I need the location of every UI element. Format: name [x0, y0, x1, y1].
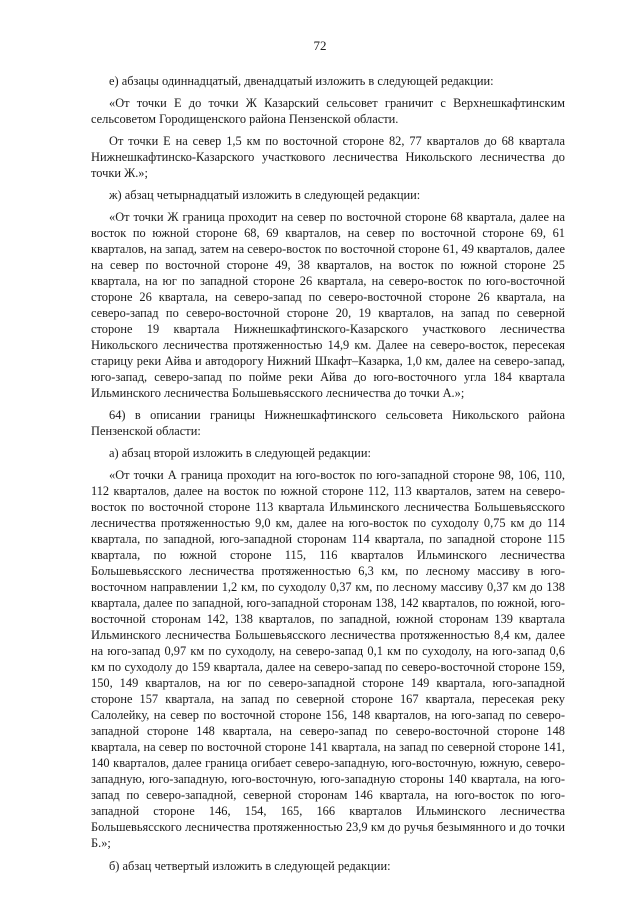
paragraph-amend-a: а) абзац второй изложить в следующей редакции:: [109, 446, 371, 460]
document-body: [91, 73, 565, 881]
page-number: 72: [313, 38, 327, 53]
paragraph-quote-a: «От точки А граница проходит на юго-восток по юго-западной стороне 98, 106, 110, 112 кварталов, далее на восток по южной стороне 112, 113 кварталов, затем на северо-восток по восточной стороне 113 квартала Ильминского лесничества Большевьясского лесничества протяженностью 9,0 км, далее на юго-восток по суходолу 0,75 км до 114 квартала, по западной, юго-западной сторонам 114 квартала, по западной стороне 115 квартала, по южной стороне 115, 116 кварталов Ильминского лесничества Большевьясского лесничества протяженностью 6,3 км, по лесному массиву в юго-восточном направлении 1,2 км, по суходолу 0,37 км, по лесному массиву 0,37 км до 138 квартала, далее по западной, юго-западной сторонам 138, 142 кварталов, по южной, юго-восточной сторонам 142, 138 кварталов, по западной, южной сторонам 139 квартала Ильминского лесничества Большевьясского лесничества протяженностью 8,4 км, далее на юго-запад 0,97 км по суходолу, на северо-запад 0,1 км по суходолу, на юго-запад 0,6 км по суходолу до 159 квартала, далее на северо-запад по северо-восточной стороне 159, 150, 149 кварталов, на юг по северо-западной стороне 149 квартала, юго-западной стороне 157 квартала, на запад по северной стороне 167 квартала, пересекая реку Салолейку, на север по восточной стороне 156, 148 кварталов, на юго-запад по северо-западной стороне 148 квартала, на северо-запад по северо-восточной стороне 148 квартала, на север по восточной стороне 141 квартала, на запад по северной стороне 141, 140 кварталов, далее граница огибает северо-западную, юго-восточную, южную, северо-западную, юго-западную, юго-восточную, юго-западную стороны 140 квартала, на юго-запад по северо-западной, северной сторонам 146 квартала, на юго-восток по юго-западной стороне 146, 154, 165, 166 кварталов Ильминского лесничества Большевьясского лесничества протяженностью 23,9 км до ручья безымянного и до точки Б.»;: [91, 468, 565, 850]
paragraph-amend-zh: ж) абзац четырнадцатый изложить в следующей редакции:: [109, 188, 421, 202]
paragraph-quote-e-2: От точки Е на север 1,5 км по восточной стороне 82, 77 кварталов до 68 квартала Нижнешкафтинско-Казарского участкового лесничества Никольского лесничества до точки Ж.»;: [91, 134, 565, 180]
paragraph-quote-e-1: «От точки Е до точки Ж Казарский сельсовет граничит с Верхнешкафтинским сельсоветом Городищенского района Пензенской области.: [91, 96, 565, 126]
paragraph-amend-e: е) абзацы одиннадцатый, двенадцатый изложить в следующей редакции:: [109, 74, 494, 88]
paragraph-quote-zh: «От точки Ж граница проходит на север по восточной стороне 68 квартала, далее на восток по южной стороне 68, 69 кварталов, на север по восточной стороне 69, 61 кварталов, на запад, затем на северо-восток по восточной стороне 61, 49 кварталов, далее на север по восточной стороне 49, 38 кварталов, на восток по южной стороне 25 квартала, на юг по западной стороне 26 квартала, на северо-восток по юго-восточной стороне 26 квартала, на северо-запад по северо-восточной стороне 26 квартала, на северо-запад по северо-восточной стороне 20, 19 кварталов, на запад по северной стороне 19 квартала Нижнешкафтинского-Казарского участкового лесничества Никольского лесничества протяженностью 14,9 км. Далее на северо-восток, пересекая старицу реки Айва и автодорогу Нижний Шкафт–Казарка, 1,0 км, далее на северо-запад, юго-запад, северо-запад по пойме реки Айва до юго-восточного угла 184 квартала Ильминского лесничества Большевьясского лесничества до точки А.»;: [91, 210, 565, 400]
paragraph-item-64: 64) в описании границы Нижнешкафтинского сельсовета Никольского района Пензенской области:: [91, 408, 565, 438]
paragraph-amend-b: б) абзац четвертый изложить в следующей редакции:: [109, 859, 391, 873]
